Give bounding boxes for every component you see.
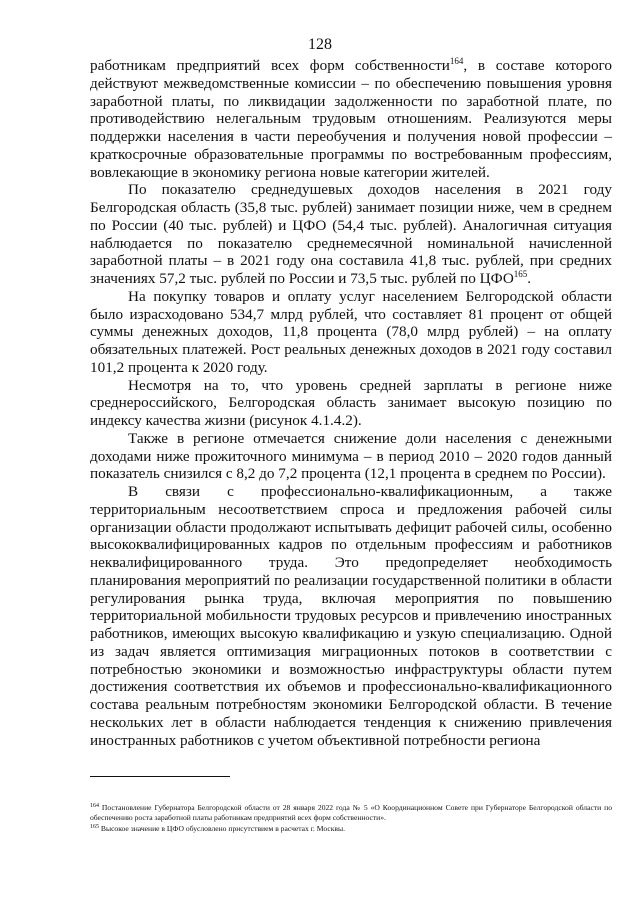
- paragraph-1-text-b: , в составе которого действуют межведомственные комиссии – по обеспечению повышения уровня заработной платы, по ликвидации задолженности по заработной плате, по противодействию нелегальным трудовым отношениям. Реализуются меры поддержки населения в части переобучения и получения новой профессии – краткосрочные образовательные программы по востребованным профессиям, вовлекающие в экономику региона новые категории жителей.: [90, 57, 612, 181]
- page-number: 128: [308, 36, 332, 53]
- paragraph-2: [90, 181, 612, 288]
- footnote-marker: 164: [90, 803, 99, 809]
- paragraph-5: [90, 430, 612, 483]
- footnote-164: [90, 803, 612, 824]
- footnote-text: Постановление Губернатора Белгородской области от 28 января 2022 года № 5 «О Координационном Совете при Губернаторе Белгородской области по обеспечению роста заработной платы работникам предприятий всех форм собственности».: [90, 803, 612, 823]
- paragraph-3-text: На покупку товаров и оплату услуг населением Белгородской области было израсходовано 534,7 млрд рублей, что составляет 81 процент от общей суммы денежных доходов, 11,8 процента (78,0 млрд рублей) – на оплату обязательных платежей. Рост реальных денежных доходов в 2021 году составил 101,2 процента к 2020 году.: [90, 287, 612, 376]
- footnote-text: Высокое значение в ЦФО обусловлено присутствием в расчетах г. Москвы.: [99, 823, 345, 833]
- paragraph-5-text: Также в регионе отмечается снижение доли населения с денежными доходами ниже прожиточного минимума – в период 2010 – 2020 годов данный показатель снизился с 8,2 до 7,2 процента (12,1 процента в среднем по России).: [90, 429, 612, 483]
- footnotes: [90, 803, 612, 834]
- paragraph-3: [90, 288, 612, 377]
- paragraph-1-text-a: работникам предприятий всех форм собственности: [90, 57, 450, 74]
- paragraph-6-text: В связи с профессионально-квалификационным, а также территориальным несоответствием спроса и предложения рабочей силы организации области продолжают испытывать дефицит рабочей силы, особенно высококвалифицированных кадров по отдельным профессиям и работников неквалифицированного труда. Это предопределяет необходимость планирования мероприятий по реализации государственной политики в области регулирования рынка труда, включая мероприятия по повышению территориальной мобильности трудовых ресурсов и привлечению иностранных работников, имеющих высокую квалификацию и узкую специализацию. Одной из задач является оптимизация миграционных потоков в соответствии с потребностью экономики и возможностью инфраструктуры области путем достижения соответствия их объемов и профессионально-квалификационного состава реальным потребностям экономики Белгородской области. В течение нескольких лет в области наблюдается тенденция к снижению привлечения иностранных работников с учетом объективной потребности региона: [90, 483, 612, 749]
- paragraph-2-text-a: По показателю среднедушевых доходов населения в 2021 году Белгородская область (35,8 тыс. рублей) занимает позиции ниже, чем в среднем по России (40 тыс. рублей) и ЦФО (54,4 тыс. рублей). Аналогичная ситуация наблюдается по показателю среднемесячной номинальной начисленной заработной платы – в 2021 году она составила 41,8 тыс. рублей, при средних значениях 57,2 тыс. рублей по России и 73,5 тыс. рублей по ЦФО: [90, 181, 612, 287]
- paragraph-4-text: Несмотря на то, что уровень средней зарплаты в регионе ниже среднероссийского, Белгородская область занимает высокую позицию по индексу качества жизни (рисунок 4.1.4.2).: [90, 376, 612, 429]
- body-text: [90, 57, 612, 749]
- footnote-marker: 165: [90, 823, 99, 830]
- footnote-ref-165[interactable]: 165: [513, 269, 528, 279]
- paragraph-6: [90, 483, 612, 749]
- footnote-ref-164[interactable]: 164: [449, 56, 464, 66]
- footnote-165: [90, 824, 612, 834]
- paragraph-4: [90, 377, 612, 430]
- paragraph-2-text-b: .: [527, 270, 532, 287]
- paragraph-1: [90, 57, 612, 181]
- footnote-separator: [90, 776, 230, 777]
